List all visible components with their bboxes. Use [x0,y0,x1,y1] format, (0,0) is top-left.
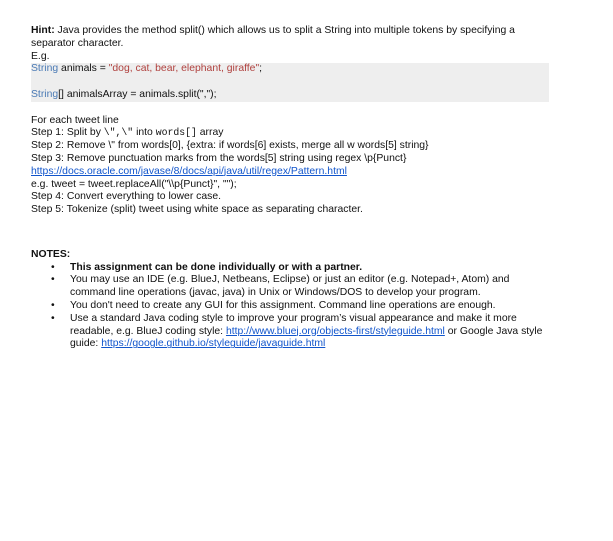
step-1-into: into [133,127,156,139]
note-2-text: You may use an IDE (e.g. BlueJ, Netbeans, Eclipse) or just an editor (e.g. Notepad+, Atom) and command line operations (javac, java) in Unix or Windows/DOS to develop your program. [70,274,510,299]
bullet-icon: • [51,312,55,324]
bullet-icon: • [51,274,55,286]
step-5: Step 5: Tokenize (split) tweet using white space as separating character. [31,204,363,216]
code-line-2 [31,89,549,102]
regex-example: e.g. tweet = tweet.replaceAll("\\p{Punct}", ""); [31,178,237,190]
eg-label: E.g. [31,50,50,62]
code-semicolon: ; [259,63,263,75]
bullet-icon: • [51,299,55,311]
google-styleguide-link[interactable]: https://google.github.io/styleguide/javaguide.html [101,338,326,350]
code-type-keyword: String [31,63,59,75]
code-line-1 [31,63,549,76]
step-2: Step 2: Remove \" from words[0], {extra: if words[6] exists, merge all w words[5] string} [31,140,429,152]
step-1-suffix: array [196,127,224,139]
document-content [31,25,551,351]
step-1-delimiter-code: \",\" [103,127,134,139]
step-1 [31,127,551,140]
step-1-prefix: Step 1: Split by [31,127,104,139]
code-split-call: [] animalsArray = animals.split(","); [58,88,217,100]
code-string-literal: "dog, cat, bear, elephant, giraffe" [108,63,260,75]
hint-text: Java provides the method split() which allows us to split a String into multiple tokens by specifying a separator character. [31,25,515,49]
step-1-array-code: words[] [155,127,197,139]
note-4-text: Use a standard Java coding style to improve your program’s visual appearance and make it more readable, e.g. BlueJ coding style: [70,312,517,337]
notes-list [31,262,551,352]
notes-title: NOTES: [31,248,71,260]
notes-heading [31,249,551,262]
bullet-icon: • [51,261,55,273]
list-item [31,262,551,275]
bluej-styleguide-link[interactable]: http://www.bluej.org/objects-first/styleguide.html [225,325,445,337]
code-assign: animals = [58,63,109,75]
code-example-block [31,63,549,101]
steps-intro: For each tweet line [31,114,119,126]
code-type-keyword-2: String [31,88,59,100]
regex-doc-link[interactable]: https://docs.oracle.com/javase/8/docs/api/java/util/regex/Pattern.html [31,165,347,177]
regex-doc-link-line [31,166,551,179]
step-4: Step 4: Convert everything to lower case. [31,191,222,203]
step-3: Step 3: Remove punctuation marks from the words[5] string using regex \p{Punct} [31,152,407,164]
list-item [31,313,551,351]
hint-paragraph [31,25,551,51]
note-1-text: This assignment can be done individually or with a partner. [70,261,363,273]
list-item [31,300,551,313]
note-3-text: You don't need to create any GUI for this assignment. Command line operations are enough. [70,299,496,311]
list-item [31,274,551,300]
note-4-mid-text: or Google Java style guide: [70,325,543,350]
hint-label: Hint: [31,25,55,36]
